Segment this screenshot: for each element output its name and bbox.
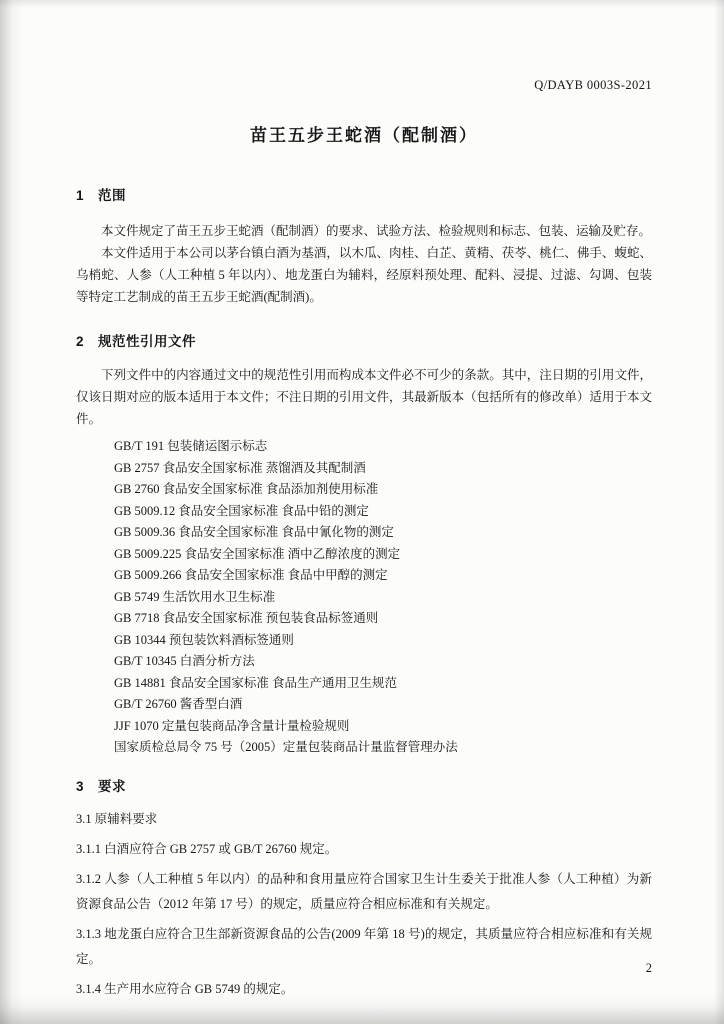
requirement-item: 3.1.2 人参（人工种植 5 年以内）的品种和食用量应符合国家卫生计生委关于批准人参（人工种植）为新资源食品公告（2012 年第 17 号）的规定，质量应符合相应标准和有关规定。 [76,871,652,911]
reference-item: JJF 1070 定量包装商品净含量计量检验规则 [114,718,350,733]
requirement-item: 3.1.1 白酒应符合 GB 2757 或 GB/T 26760 规定。 [76,841,338,856]
reference-item: GB 7718 食品安全国家标准 预包装食品标签通则 [114,611,379,625]
reference-item: GB 5009.225 食品安全国家标准 酒中乙醇浓度的测定 [114,546,401,561]
reference-item: GB 10344 预包装饮料酒标签通则 [114,632,294,647]
requirements-block [76,807,652,1002]
reference-item: GB/T 26760 酱香型白酒 [114,697,243,711]
doc-number: Q/DAYB 0003S-2021 [534,78,652,92]
references-intro: 下列文件中的内容通过文中的规范性引用而构成本文件必不可少的条款。其中，注日期的引用文件，仅该日期对应的版本适用于本文件；不注日期的引用文件，其最新版本（包括所有的修改单）适用于本文件。 [76,368,652,426]
page-number: 2 [645,961,652,975]
reference-item: GB 14881 食品安全国家标准 食品生产通用卫生规范 [114,675,397,690]
scope-paragraph: 本文件规定了苗王五步王蛇酒（配制酒）的要求、试验方法、检验规则和标志、包装、运输及贮存。 [101,224,652,238]
section-scope-heading: 1 范围 [76,188,127,203]
scope-paragraph: 本文件适用于本公司以茅台镇白酒为基酒，以木瓜、肉桂、白芷、黄精、茯苓、桃仁、佛手、蝮蛇、乌梢蛇、人参（人工种植 5 年以内）、地龙蛋白为辅料，经原料预处理、配料、浸提、过滤、勾调、包装等特定工艺制成的苗王五步王蛇酒(配制酒)。 [76,246,652,304]
reference-item: GB/T 191 包装储运图示标志 [114,439,268,453]
reference-item: GB 5749 生活饮用水卫生标准 [114,589,276,604]
reference-item: 国家质检总局令 75 号（2005）定量包装商品计量监督管理办法 [114,740,458,754]
requirement-item: 3.1.4 生产用水应符合 GB 5749 的规定。 [76,981,294,996]
reference-item: GB 2760 食品安全国家标准 食品添加剂使用标准 [114,482,379,496]
references-list [76,436,652,759]
section-references-heading: 2 规范性引用文件 [76,334,197,349]
reference-item: GB 5009.266 食品安全国家标准 食品中甲醇的测定 [114,568,388,582]
reference-item: GB 5009.36 食品安全国家标准 食品中氰化物的测定 [114,525,394,539]
reference-item: GB/T 10345 白酒分析方法 [114,654,255,668]
doc-title: 苗王五步王蛇酒（配制酒） [250,126,478,145]
reference-item: GB 5009.12 食品安全国家标准 食品中铅的测定 [114,503,369,518]
reference-item: GB 2757 食品安全国家标准 蒸馏酒及其配制酒 [114,460,366,475]
requirement-item: 3.1 原辅料要求 [76,811,158,826]
section-requirements-heading: 3 要求 [76,778,127,794]
requirement-item: 3.1.3 地龙蛋白应符合卫生部新资源食品的公告(2009 年第 18 号)的规定，其质量应符合相应标准和有关规定。 [76,926,652,966]
